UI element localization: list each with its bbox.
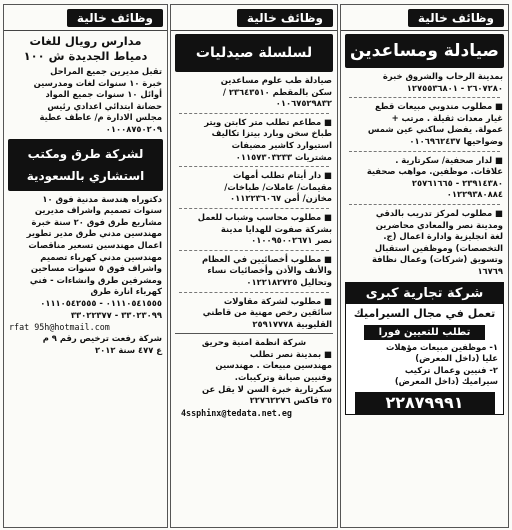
ad-line: غيار معدات ثقيلة . مرتب + [391, 112, 503, 123]
ad-pharmacy-chain-text [171, 75, 337, 110]
ad-line: وتحاليل ٠١٢٢١٨٢٧٢٥ [246, 276, 332, 287]
ad-orphanage [171, 170, 337, 205]
ad-title: شركة انظمة امنية وحريق [201, 337, 307, 348]
ad-line: ٢٦٠٧٢٨٠ - ١٢٧٥٥٣٦٨٠١ [406, 82, 503, 93]
ad-line: كهرباء انارة طرق [90, 286, 162, 297]
ad-line: مشاريع طرق فوق ٢٠ سنة خبرة [31, 216, 162, 227]
ad-accountant [171, 212, 337, 247]
ad-line: تقبل مديرين جميع المراحل [50, 66, 162, 76]
column-right [340, 4, 509, 528]
ad-line: ■ مطاعم تطلب متر كابتن ويتر [204, 116, 332, 127]
ad-line: سكرتارية خبرة السن لا يقل عن [201, 383, 332, 394]
ad-line: سكن بالمقطم ٢٣٦٤٣٥١٠ / [222, 86, 332, 97]
ad-line: دكتوراه هندسة مدنية فوق ١٠ [42, 193, 162, 204]
ad-line: بشركة صفوت للهدايا مدينة [220, 223, 332, 234]
ad-line: طباخ سخن وبارد بيتزا تكاليف [211, 128, 332, 139]
ad-training-center [341, 208, 508, 278]
banner-line: لشركة طرق ومكتب [27, 146, 144, 161]
divider [349, 97, 500, 98]
ad-line: سيراميك (داخل المعرض) [394, 376, 498, 387]
ad-roads-company-text [4, 194, 167, 298]
ad-line: مهندسين مدني طرق مدير تطوير [26, 228, 162, 239]
ad-line: صيادلة طب علوم مساعدين [220, 75, 332, 85]
ad-line: ■ بمدينة نصر تطلب [249, 348, 332, 359]
ad-line: ٠١٢٢٩٣٨٠٨٨٤ [446, 189, 503, 200]
ad-line: وفنيين صيانة وتركيبات. [234, 372, 332, 383]
section-title: وظائف خالية [237, 9, 333, 27]
ad-security-systems [171, 337, 337, 420]
section-title: وظائف خالية [408, 9, 504, 27]
ad-license-footer [4, 333, 167, 356]
ad-royal-schools-title [4, 31, 167, 66]
ad-line: ■ مطلوب أخصائيين في العظام [202, 253, 332, 264]
ad-line: ٠١٠٠٨٧٥٠٢٠٩ [105, 123, 162, 134]
ad-line: بمدينة الرحاب والشروق خبرة [382, 71, 503, 81]
ad-line: عليا (داخل المعرض) [415, 353, 498, 364]
ad-line: ٣٥ فاكس ٢٢٧٦٢٢٧٦ [249, 395, 332, 406]
ad-line: مهندسين مبيعات . مهندسين [215, 360, 332, 371]
ad-line: ■ مطلوب محاسب وشباب للعمل [197, 211, 332, 222]
column-left [3, 4, 168, 528]
ad-royal-schools-text [4, 66, 167, 136]
ad-email[interactable]: rfat 95h@hotmail.com [9, 322, 110, 333]
ad-line: اعمال مهندسين تسعير مناقصات [28, 239, 162, 250]
company-urgent-label: تطلب للتعيين فورا [364, 325, 485, 340]
ad-restaurants [171, 117, 337, 163]
ad-line: مهندسين مدني كهرباء تصميم [40, 251, 162, 262]
company-positions [346, 342, 503, 388]
ad-press-house [341, 155, 508, 201]
ad-line: ٠١٠٦٧٥٢٩٨٣٢ [275, 98, 332, 109]
ad-line: مقيمات/ عاملات/ طباخات/ [224, 181, 332, 192]
ad-specialists [171, 254, 337, 289]
ad-line: سنوات تصميم واشراف مديرين [34, 205, 162, 216]
divider [349, 151, 500, 152]
ad-line: ١٦٧٦٩ [477, 265, 503, 276]
ad-banner-pharmacists: صيادلة ومساعدين [345, 34, 504, 68]
ad-title-line: مدارس رويال للغات [29, 34, 142, 48]
column-header [341, 5, 508, 31]
ad-ceramics-company [345, 282, 504, 415]
ad-pharmacists-text [341, 71, 508, 94]
banner-line: استشاري بالسعودية [26, 168, 145, 183]
ad-line: وضواحيها ٠١٠٦٩٦٢٤٣٧ [409, 135, 503, 146]
ad-line: أوائل ١٠ سنوات جميع المواد [45, 89, 162, 100]
ad-line: خبرة ١٠ سنوات لغات ومدرسين [33, 77, 162, 88]
ad-line: مخازن/ أمن ٠١١٢٢٣٦٠٦٧ [230, 193, 332, 204]
company-title: شركة تجارية كبرى [346, 283, 503, 304]
divider [179, 208, 329, 209]
company-subtitle: تعمل في مجال السيراميك [353, 306, 496, 320]
divider [179, 292, 329, 293]
ad-sales-reps [341, 101, 508, 147]
ad-line: ع ٤٧٧ سنة ٢٠١٢ [94, 344, 162, 355]
ad-line: لغة انجليزية وادارة اعمال (ج. [383, 231, 503, 242]
ad-line: ■ مطلوب مندوبي مبيعات قطع [375, 101, 503, 112]
divider [179, 250, 329, 251]
company-phone: ٢٢٨٧٩٩٩١ [355, 392, 495, 414]
ad-email[interactable]: 4ssphinx@tedata.net.eg [181, 407, 292, 418]
ad-line: ٢٣٩١٤٣٨٠ - ٢٥٧٦١٦٦٥ [411, 177, 503, 188]
ad-line: ١- موظفين مبيعات مؤهلات [386, 341, 498, 352]
ad-line: مجلس الادارة م/ عاطف عطية [39, 112, 162, 123]
ad-line: سائقين رخص مهنية من قاطني [202, 307, 332, 318]
divider [349, 204, 500, 205]
column-header [4, 5, 167, 31]
ad-line: والأنف والأذن وأخصائيات نساء [207, 265, 332, 276]
divider [179, 166, 329, 167]
ad-line: واشراف فوق ٥ سنوات مساحين [30, 263, 162, 274]
ad-line: حضانة ابتدائي اعدادي رئيس [47, 100, 162, 111]
ad-line: ■ لدار صحفية/ سكرتارية . [395, 154, 503, 165]
ad-banner-pharmacy-chain: لسلسلة صيدليات [175, 34, 333, 72]
ad-banner-roads-company [8, 139, 163, 191]
ad-line: علاقات. موظفين. مواهب صحفية [366, 166, 503, 177]
ad-line: القليوبية ٢٥٩١٧٧٧٨ [252, 318, 332, 329]
divider [175, 333, 333, 334]
divider [179, 113, 329, 114]
ad-phones: ٠١١١٠٥٤١٥٥٥ - ٠١١١٠٥٤٢٥٥٥ [40, 297, 162, 308]
ad-title-line: دمياط الجديدة ش ١٠٠ [23, 49, 148, 63]
ad-line: عمولة. يفضل ساكني عين شمس [367, 124, 503, 135]
ad-line: ومدينة نصر والمعادي محاضرين [375, 219, 503, 230]
column-middle [170, 4, 338, 528]
column-header [171, 5, 337, 31]
ad-line: استيوارد كاشير مضيفات [231, 139, 332, 150]
ad-phones: ٣٣٠٢٣٠٩٩ - ٣٣٠٢٢٣٧٧ [70, 309, 162, 320]
ad-line: نصر ٠١٠٠٩٥٠٠٢٦٧١ [251, 235, 332, 246]
ad-line: وتسويق (شركات) وعمال نظافة [371, 254, 503, 265]
ad-drivers [171, 296, 337, 331]
ad-line: ومشرفين طرق وانشاءات - فني [29, 274, 162, 285]
ad-line: مشتريات ٠١١٥٧٣٠٣٢٣٣ [235, 151, 332, 162]
ad-line: شركة رفعت ترخيص رقم ٩ م [42, 333, 162, 344]
section-title: وظائف خالية [67, 9, 163, 27]
ad-line: التخصصات) وموظفين استقبال [374, 242, 503, 253]
ad-line: ■ دار أيتام تطلب أمهات [232, 170, 332, 181]
ad-line: ٢- فنيين وعمال تركيب [404, 364, 498, 375]
ad-line: ■ مطلوب لمركز تدريب بالدقي [375, 207, 503, 218]
ad-line: ■ مطلوب لشركة مقاولات [223, 295, 332, 306]
